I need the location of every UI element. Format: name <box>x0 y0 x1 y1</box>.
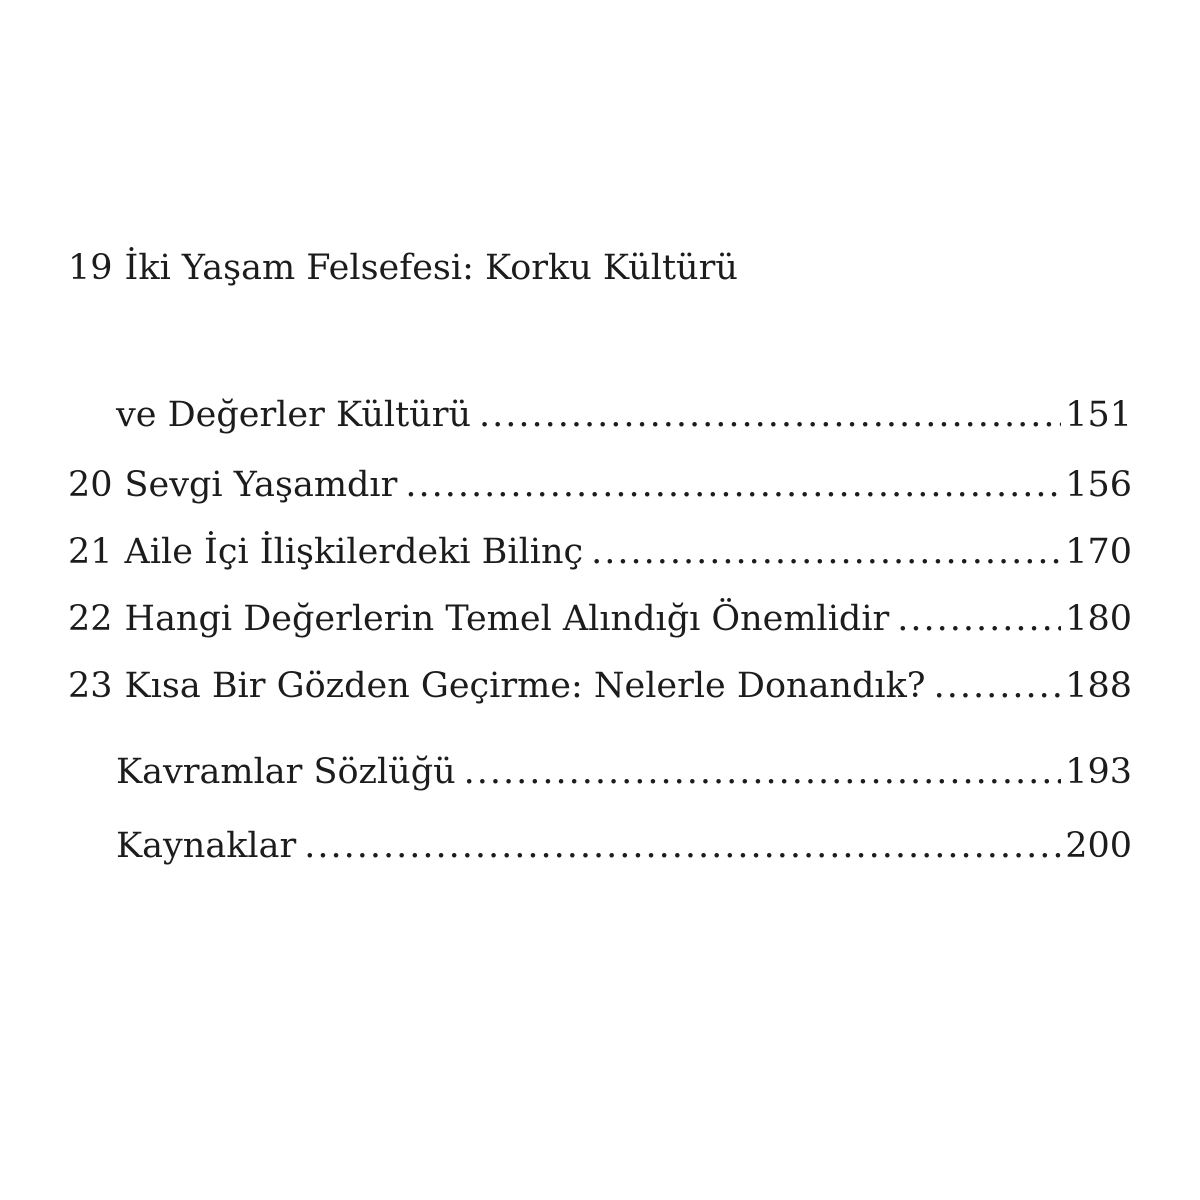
dot-leader <box>934 664 1062 708</box>
chapter-number: 23 <box>68 666 113 706</box>
toc-entry-19-continued <box>116 393 1132 437</box>
chapter-title: Hangi Değerlerin Temel Alındığı Önemlidir <box>124 599 890 639</box>
page-number: 193 <box>1065 752 1132 792</box>
chapter-title: ve Değerler Kültürü <box>116 395 471 435</box>
toc-entry-23 <box>68 664 1132 708</box>
page-number: 170 <box>1065 532 1132 572</box>
toc-entry-21 <box>68 530 1132 574</box>
chapter-title: Aile İçi İlişkilerdeki Bilinç <box>124 532 584 572</box>
dot-leader <box>479 393 1061 437</box>
chapter-title: Kısa Bir Gözden Geçirme: Nelerle Donandık? <box>124 666 926 706</box>
page-number: 200 <box>1065 826 1132 866</box>
toc-entry-references <box>116 824 1132 868</box>
chapter-title: Sevgi Yaşamdır <box>124 465 398 505</box>
dot-leader <box>591 530 1061 574</box>
dot-leader <box>464 750 1062 794</box>
section-title: Kavramlar Sözlüğü <box>116 752 456 792</box>
dot-leader <box>405 463 1061 507</box>
page-number: 156 <box>1065 465 1132 505</box>
toc-entry-22 <box>68 597 1132 641</box>
page-number: 151 <box>1065 395 1132 435</box>
chapter-number: 19 <box>68 248 113 288</box>
dot-leader <box>304 824 1061 868</box>
chapter-number: 20 <box>68 465 113 505</box>
chapter-title: İki Yaşam Felsefesi: Korku Kültürü <box>124 248 738 288</box>
page-number: 180 <box>1065 599 1132 639</box>
chapter-number: 22 <box>68 599 113 639</box>
chapter-number: 21 <box>68 532 113 572</box>
dot-leader <box>897 597 1061 641</box>
toc-entry-glossary <box>116 750 1132 794</box>
toc-entry-19 <box>68 246 1132 290</box>
toc-entry-20 <box>68 463 1132 507</box>
page-number: 188 <box>1065 666 1132 706</box>
section-title: Kaynaklar <box>116 826 297 866</box>
